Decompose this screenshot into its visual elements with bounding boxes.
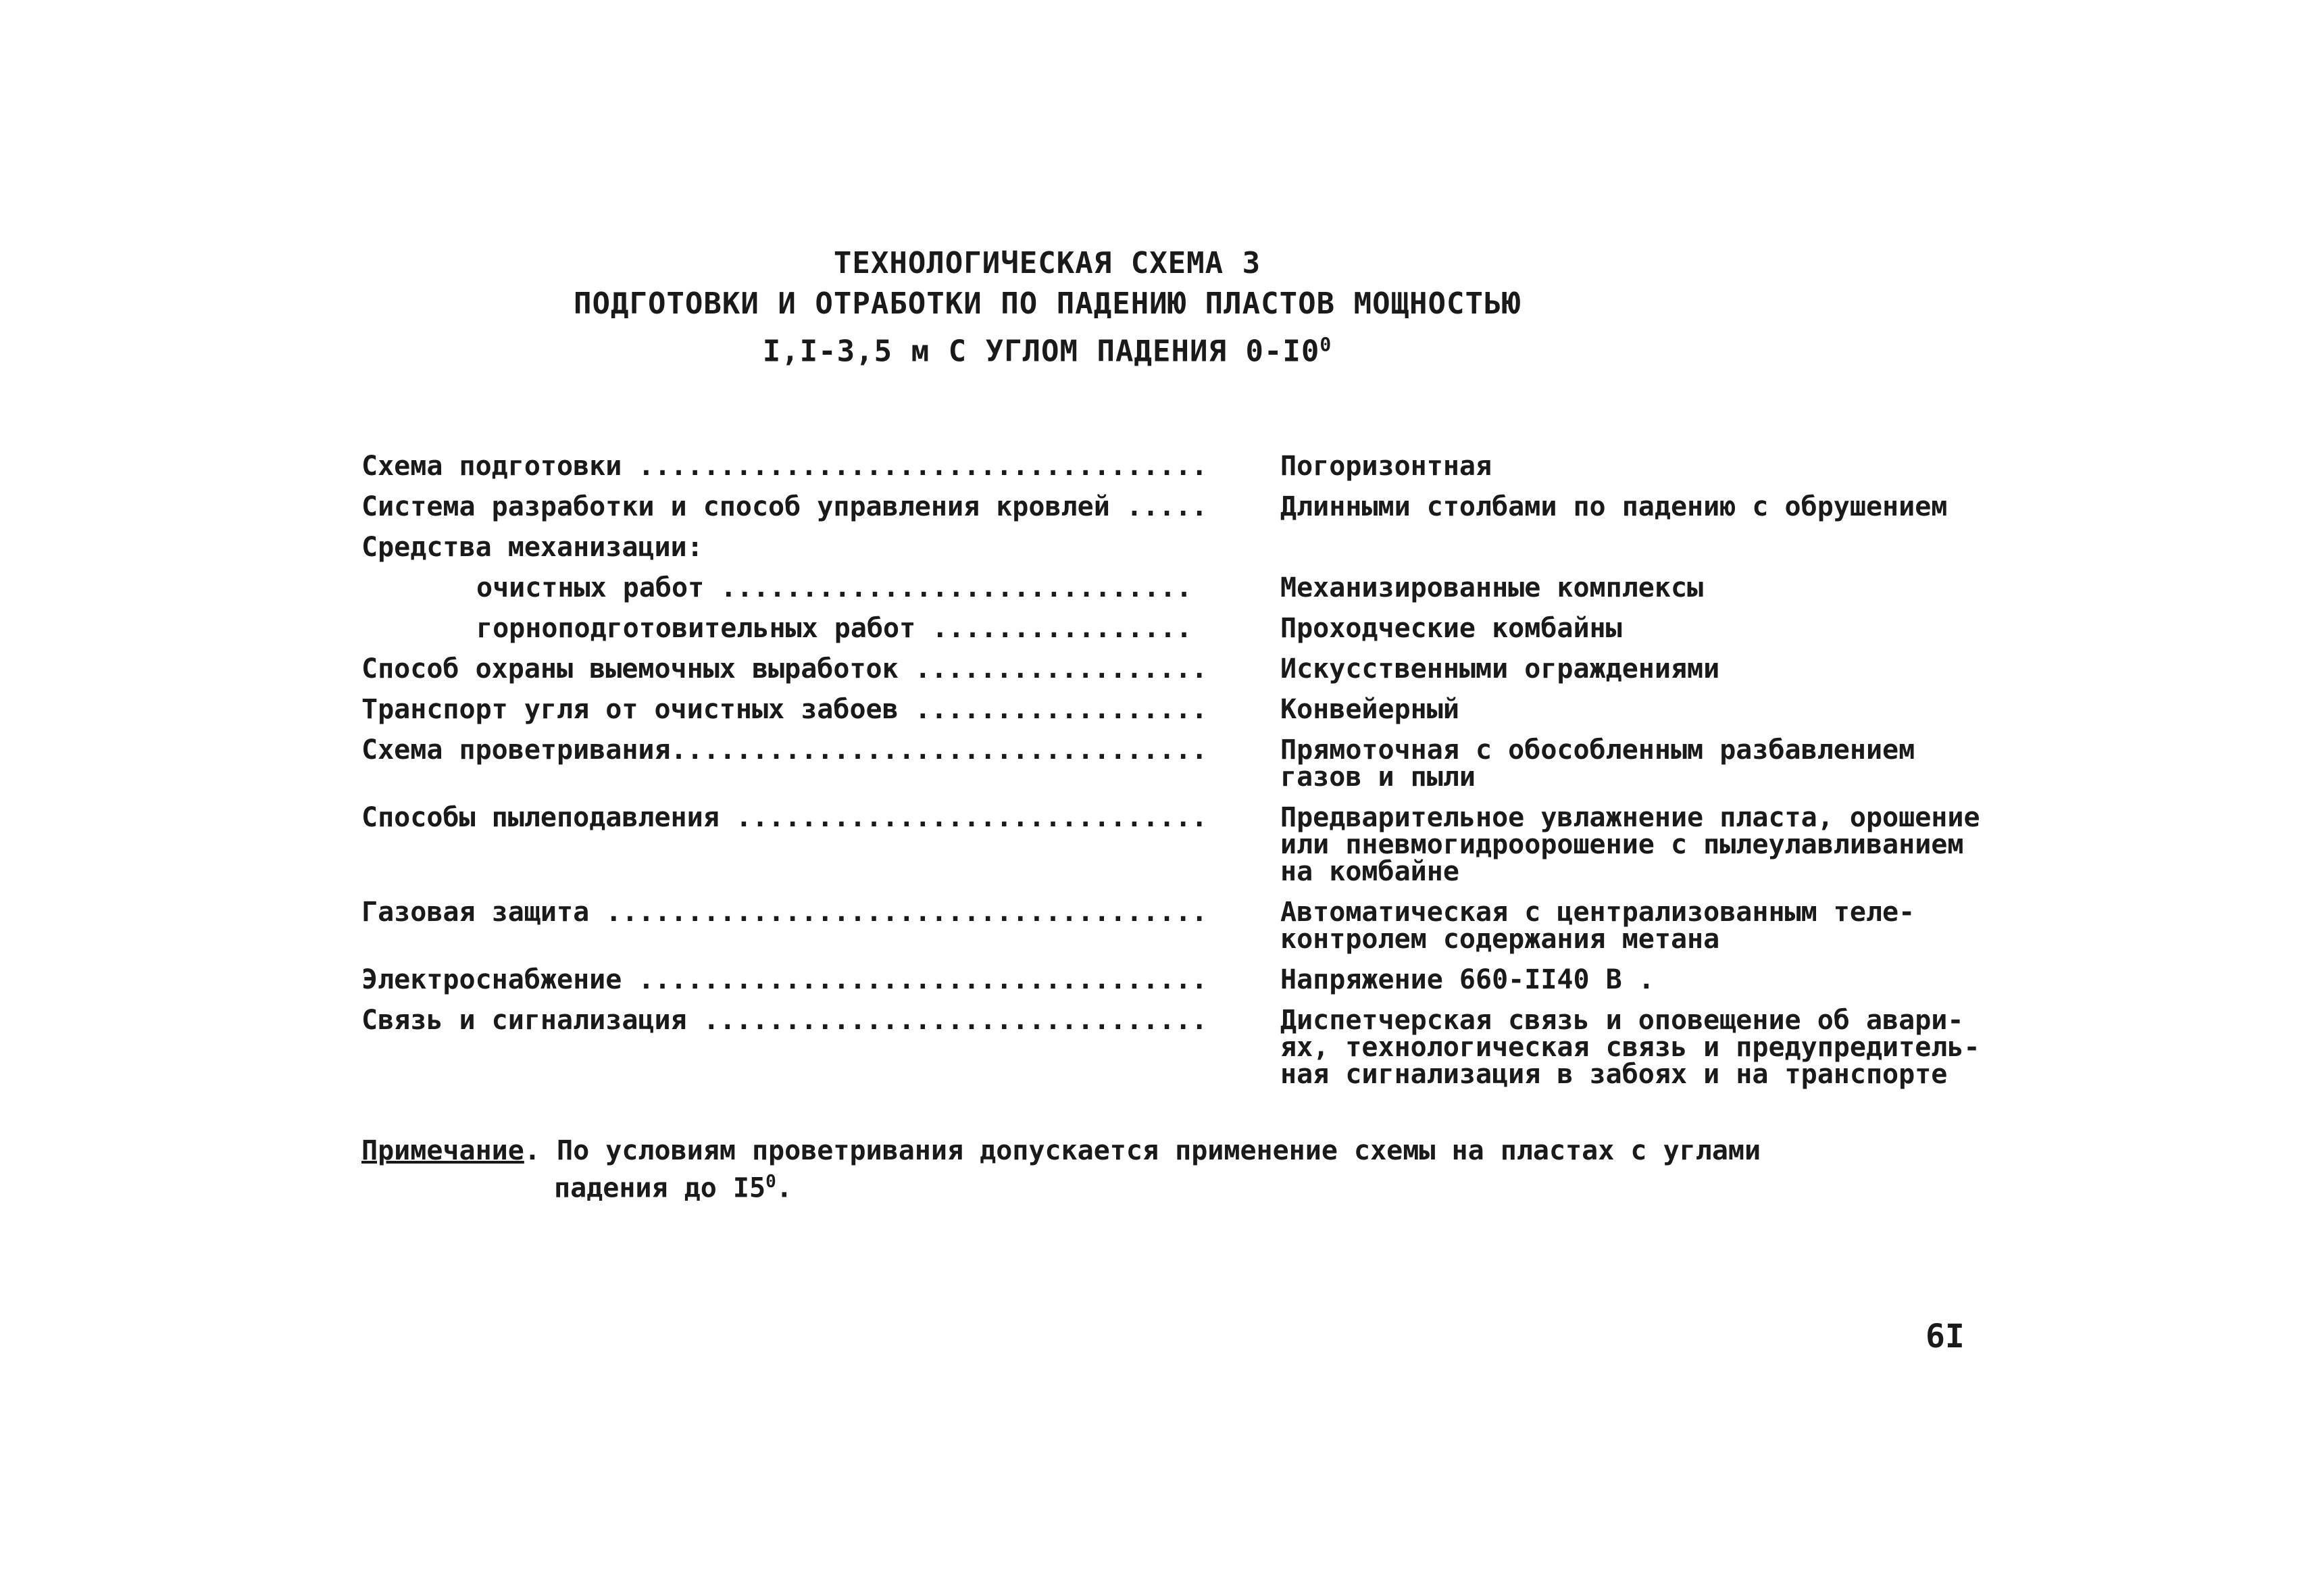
title-line-3 <box>0 324 2094 372</box>
spec-value <box>1280 446 2091 487</box>
note-text-1: . По условиям проветривания допускается применение схемы на пластах с углами <box>524 1135 1761 1166</box>
spec-label: Способ охраны выемочных выработок .................. <box>361 653 1208 684</box>
spec-value-line: Предварительное увлажнение пласта, орошение <box>1280 802 1980 833</box>
spec-label: Связь и сигнализация ............................... <box>361 1005 1208 1036</box>
note-block <box>361 1135 1848 1203</box>
spec-value <box>1280 1000 2091 1095</box>
spec-label: Схема подготовки ................................... <box>361 451 1208 482</box>
spec-value-line: ях, технологическая связь и предупредитель- <box>1280 1032 1980 1063</box>
note-line-2 <box>361 1166 1848 1203</box>
spec-label: горноподготовительных работ ................ <box>476 613 1192 644</box>
spec-value-line: Длинными столбами по падению с обрушением <box>1280 491 1948 522</box>
note-text-2-end: . <box>776 1172 793 1204</box>
spec-value-line: газов и пыли <box>1280 762 1476 793</box>
spec-value <box>1280 608 2091 649</box>
page-number: 6I <box>1926 1318 1965 1355</box>
spec-value-line: Диспетчерская связь и оповещение об авари- <box>1280 1005 1964 1036</box>
spec-value <box>1280 649 2091 689</box>
spec-value-line: Механизированные комплексы <box>1280 572 1704 603</box>
degree-sup: 0 <box>1319 333 1332 355</box>
spec-label: Электроснабжение ................................... <box>361 964 1208 995</box>
spec-value-line: Прямоточная с обособленным разбавлением <box>1280 734 1915 766</box>
spec-value <box>1280 892 2091 959</box>
spec-label: Способы пылеподавления ............................. <box>361 802 1208 833</box>
document-title <box>0 243 2094 372</box>
spec-value <box>1280 959 2091 1000</box>
spec-value <box>1280 797 2091 892</box>
spec-label: очистных работ ............................. <box>476 572 1192 603</box>
spec-value <box>1280 730 2091 797</box>
spec-value-line: Искусственными ограждениями <box>1280 653 1720 684</box>
spec-label: Система разработки и способ управления кровлей ..... <box>361 491 1208 522</box>
note-degree-sup: 0 <box>765 1172 776 1192</box>
spec-value-line: Проходческие комбайны <box>1280 613 1622 644</box>
title-line-2: ПОДГОТОВКИ И ОТРАБОТКИ ПО ПАДЕНИЮ ПЛАСТОВ МОЩНОСТЬЮ <box>573 286 1521 321</box>
spec-value <box>1280 527 2091 568</box>
spec-value <box>1280 689 2091 730</box>
spec-value-line: или пневмогидроорошение с пылеулавливанием <box>1280 829 1964 860</box>
note-line-1 <box>361 1135 1848 1166</box>
title-line-1: ТЕХНОЛОГИЧЕСКАЯ СХЕМА 3 <box>833 246 1261 280</box>
spec-value-line: Погоризонтная <box>1280 451 1492 482</box>
spec-label: Транспорт угля от очистных забоев .................. <box>361 694 1208 725</box>
note-heading: Примечание <box>361 1135 524 1166</box>
note-text-2: падения до I5 <box>554 1172 766 1204</box>
spec-label: Средства механизации: <box>361 532 703 563</box>
spec-value-line: ная сигнализация в забоях и на транспорте <box>1280 1059 1948 1090</box>
spec-value-line: Автоматическая с централизованным теле- <box>1280 897 1915 928</box>
spec-label: Газовая защита ..................................... <box>361 897 1208 928</box>
spec-value-line: Напряжение 660-II40 В . <box>1280 964 1655 995</box>
spec-value-line: контролем содержания метана <box>1280 924 1720 955</box>
spec-value-line: Конвейерный <box>1280 694 1459 725</box>
specification-table <box>361 446 1996 1095</box>
spec-value <box>1280 487 2091 527</box>
spec-value-line: на комбайне <box>1280 856 1459 887</box>
spec-grid <box>361 446 1996 1095</box>
spec-label: Схема проветривания................................. <box>361 734 1208 766</box>
title-line-3-text: I,I-3,5 м С УГЛОМ ПАДЕНИЯ 0-I0 <box>762 334 1320 369</box>
spec-value <box>1280 568 2091 608</box>
